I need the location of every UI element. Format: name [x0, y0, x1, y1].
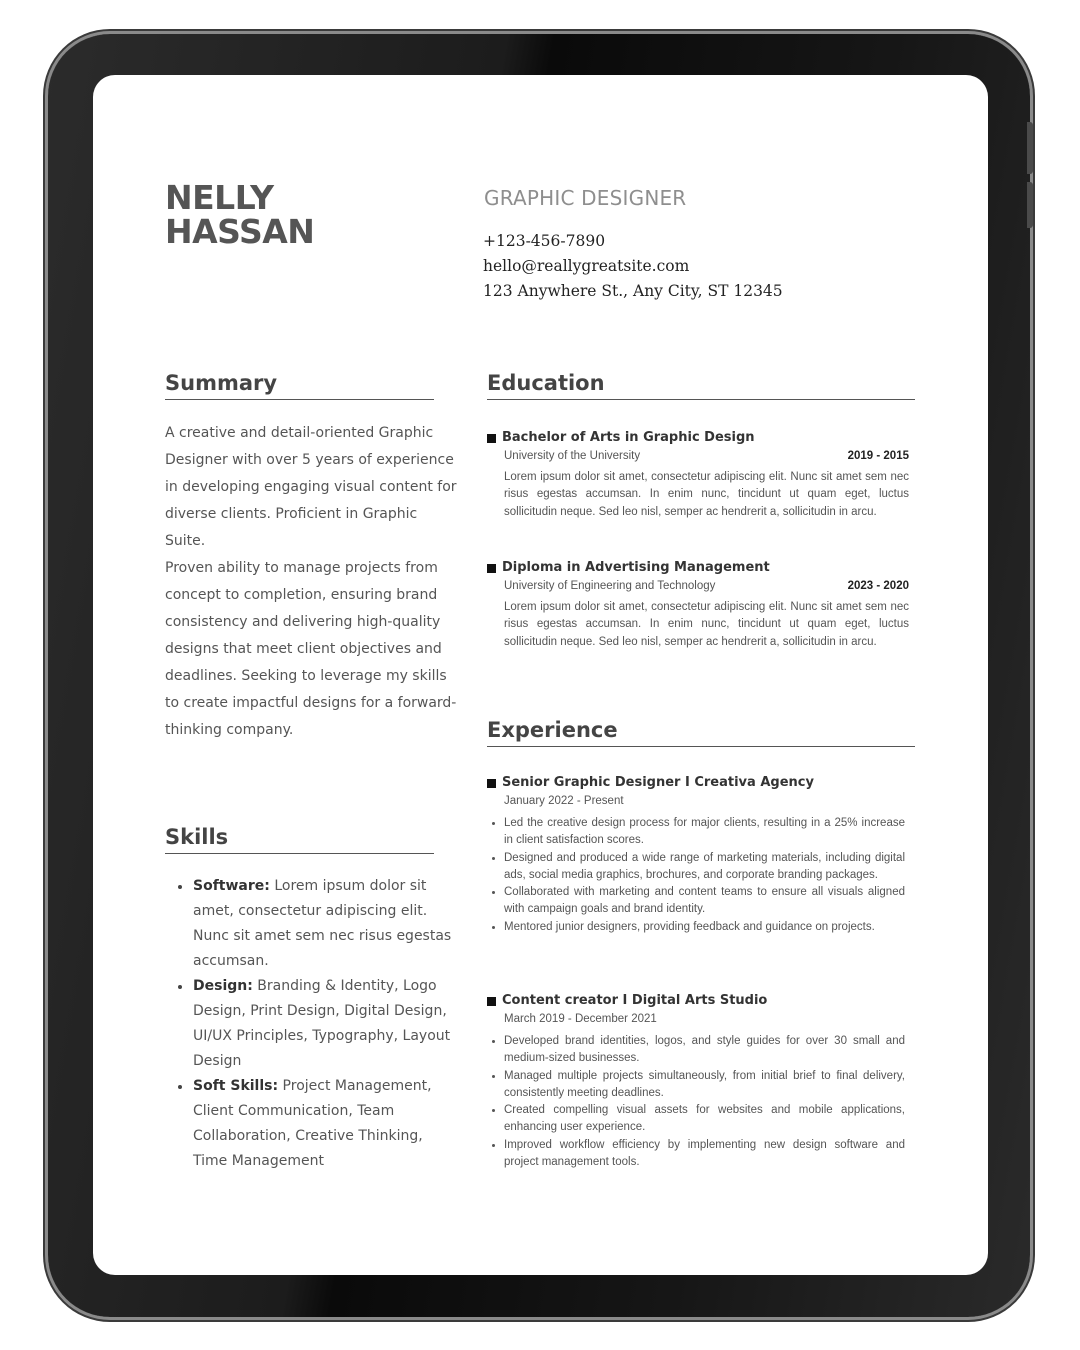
- education-title-row: [487, 559, 909, 577]
- square-bullet-icon: [487, 997, 496, 1006]
- skills-heading: Skills: [165, 825, 434, 854]
- square-bullet-icon: [487, 779, 496, 788]
- education-title: Bachelor of Arts in Graphic Design: [502, 430, 755, 445]
- experience-title-row: [487, 992, 909, 1010]
- skill-text: Lorem ipsum dolor sit amet, consectetur adipiscing elit. Nunc sit amet sem nec risus egestas accumsan.: [193, 878, 452, 969]
- skill-text: Project Management, Client Communication, Team Collaboration, Creative Thinking, Time Management: [193, 1078, 432, 1169]
- email-address: hello@reallygreatsite.com: [483, 257, 690, 275]
- education-description: Lorem ipsum dolor sit amet, consectetur adipiscing elit. Nunc sit amet sem nec risus egestas accumsan. In enim nunc, tincidunt ut quam eget, luctus sollicitudin neque. Sed leo nisl, semper ac hendrerit a, sollicitudin in arcu.: [504, 471, 909, 518]
- experience-bullet: Created compelling visual assets for websites and mobile applications, enhancing user experience.: [504, 1102, 905, 1137]
- experience-bullets: [487, 815, 905, 936]
- education-heading: Education: [487, 371, 915, 400]
- skill-label: Software:: [193, 878, 270, 894]
- experience-bullet: Collaborated with marketing and content teams to ensure all visuals aligned with campaign goals and brand identity.: [504, 884, 905, 919]
- experience-title-row: [487, 774, 909, 792]
- square-bullet-icon: [487, 434, 496, 443]
- education-school-row: [487, 447, 909, 466]
- experience-dates: January 2022 - Present: [504, 795, 624, 807]
- resume-page: [93, 75, 988, 1275]
- contact-info: [483, 229, 783, 304]
- experience-bullet: Improved workflow efficiency by implementing new design software and project management tools.: [504, 1137, 905, 1172]
- experience-bullet: Developed brand identities, logos, and style guides for over 30 small and medium-sized businesses.: [504, 1033, 905, 1068]
- skills-list: [193, 874, 453, 1174]
- job-title: GRAPHIC DESIGNER: [484, 186, 687, 210]
- square-bullet-icon: [487, 564, 496, 573]
- skill-text: Branding & Identity, Logo Design, Print Design, Digital Design, UI/UX Principles, Typography, Layout Design: [193, 978, 451, 1069]
- education-entry: [487, 559, 909, 651]
- skill-label: Soft Skills:: [193, 1078, 279, 1094]
- candidate-name: [165, 178, 425, 251]
- education-title-row: [487, 429, 909, 447]
- experience-bullets: [487, 1033, 905, 1171]
- experience-bullet: Managed multiple projects simultaneously, from initial brief to final delivery, consistently meeting deadlines.: [504, 1068, 905, 1103]
- name-line-last: HASSAN: [165, 212, 315, 251]
- volume-up-button: [1027, 122, 1033, 174]
- experience-bullet: Mentored junior designers, providing feedback and guidance on projects.: [504, 919, 905, 936]
- experience-entry: [487, 992, 909, 1171]
- education-school: University of the University: [504, 450, 641, 462]
- education-school-row: [487, 577, 909, 596]
- summary-text: [165, 420, 457, 744]
- education-years: 2019 - 2015: [847, 450, 909, 462]
- summary-paragraph-2: Proven ability to manage projects from concept to completion, ensuring brand consistency and delivering high-quality designs that meet client objectives and deadlines. Seeking to leverage my skills to create impactful designs for a forward-thinking company.: [165, 560, 457, 738]
- summary-heading: Summary: [165, 371, 434, 400]
- experience-title: Content creator I Digital Arts Studio: [502, 993, 768, 1008]
- experience-entry: [487, 774, 909, 936]
- experience-title: Senior Graphic Designer I Creativa Agency: [502, 775, 814, 790]
- experience-dates: March 2019 - December 2021: [504, 1013, 657, 1025]
- name-line-first: NELLY: [165, 178, 274, 217]
- experience-heading: Experience: [487, 718, 915, 747]
- summary-paragraph-1: A creative and detail-oriented Graphic Designer with over 5 years of experience in developing engaging visual content for diverse clients. Proficient in Graphic Suite.: [165, 425, 457, 549]
- skill-item: [193, 874, 453, 974]
- skill-item: [193, 974, 453, 1074]
- experience-bullet: Designed and produced a wide range of marketing materials, including digital ads, social media graphics, brochures, and corporate branding packages.: [504, 850, 905, 885]
- education-school: University of Engineering and Technology: [504, 580, 716, 592]
- education-title: Diploma in Advertising Management: [502, 560, 770, 575]
- volume-down-button: [1027, 182, 1033, 228]
- education-entry: [487, 429, 909, 521]
- experience-bullet: Led the creative design process for major clients, resulting in a 25% increase in client satisfaction scores.: [504, 815, 905, 850]
- skill-label: Design:: [193, 978, 253, 994]
- street-address: 123 Anywhere St., Any City, ST 12345: [483, 282, 783, 300]
- education-description: Lorem ipsum dolor sit amet, consectetur adipiscing elit. Nunc sit amet sem nec risus egestas accumsan. In enim nunc, tincidunt ut quam eget, luctus sollicitudin neque. Sed leo nisl, semper ac hendrerit a, sollicitudin in arcu.: [504, 601, 909, 648]
- skill-item: [193, 1074, 453, 1174]
- phone-number: +123-456-7890: [483, 232, 606, 250]
- education-years: 2023 - 2020: [847, 580, 909, 592]
